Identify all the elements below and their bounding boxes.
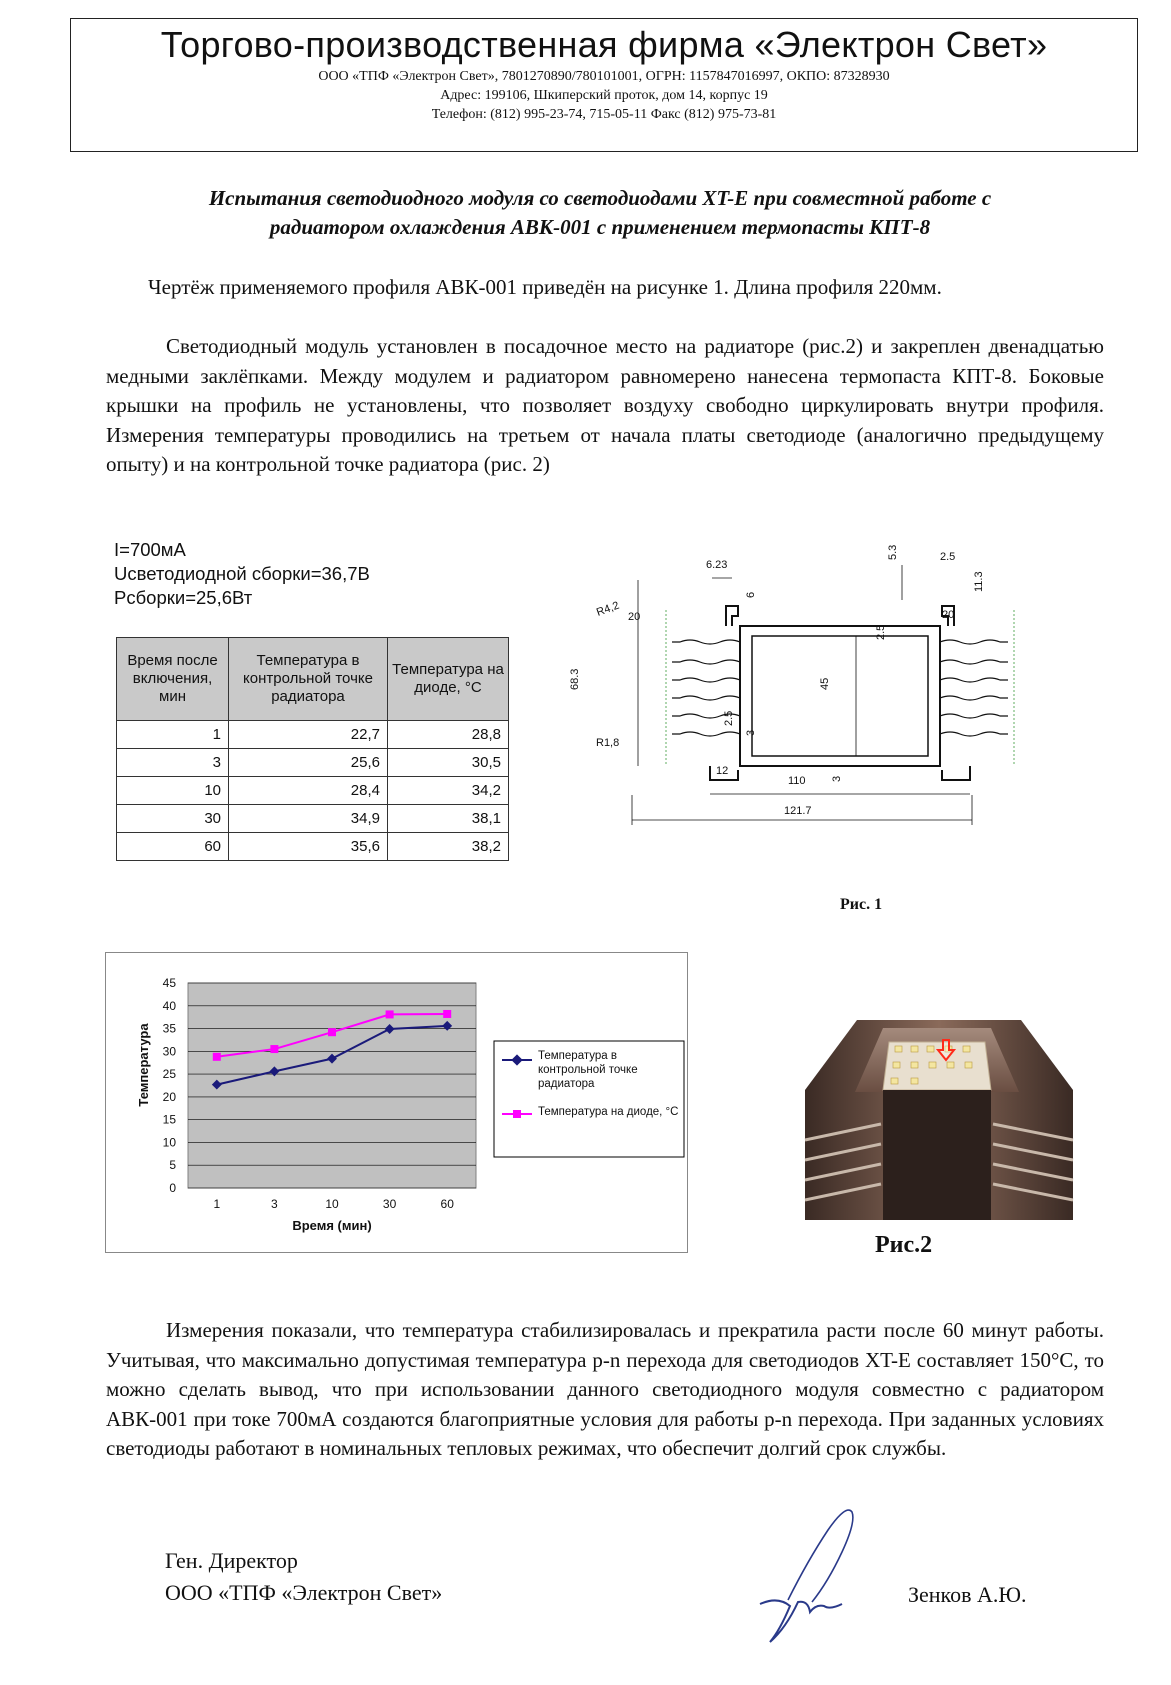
figure-1-caption: Рис. 1 xyxy=(840,896,883,913)
cell-radiator: 35,6 xyxy=(229,833,388,861)
signer-name: Зенков А.Ю. xyxy=(908,1582,1027,1607)
cell-diode: 30,5 xyxy=(388,749,509,777)
dim-label: R4,2 xyxy=(594,599,621,619)
right-fins xyxy=(940,640,1008,736)
dim-label: 11.3 xyxy=(973,571,985,592)
paragraph-1 xyxy=(106,273,1104,303)
legend-marker-diode xyxy=(513,1110,521,1118)
paragraph-3 xyxy=(106,1316,1104,1464)
paragraph-3-text: Измерения показали, что температура стабилизировалась и прекратила расти после 60 минут работы. Учитывая, что максимально допустимая температура p-n перехода для светодиодов XT-E составляет 150°С, то можно сделать вывод, что при использовании данного светодиодного модуля совместно с радиатором АВК-001 при токе 700мА создаются благоприятные условия для работы p-n перехода. При заданных условиях светодиоды работают в номинальных тепловых режимах, что обеспечит долгий срок службы. xyxy=(106,1318,1104,1460)
paragraph-2-text: Светодиодный модуль установлен в посадочное место на радиаторе (рис.2) и закреплен двенадцатью медными заклёпками. Между модулем и радиатором равномерено нанесена термопаста КПТ-8. Боковые крышки на профиль не установлены, что позволяет воздуху свободно циркулировать внутри профиля. Измерения температуры проводились на третьем от начала платы светодиоде (аналогично предыдущему опыту) и на контрольной точке радиатора (рис. 2) xyxy=(106,334,1104,476)
param-power: Pсборки=25,6Вт xyxy=(114,587,253,608)
dim-label: 2.5 xyxy=(875,624,887,640)
signer-title: Ген. Директор xyxy=(165,1548,298,1573)
param-current: I=700мА xyxy=(114,539,186,560)
company-phone: Телефон: (812) 995-23-74, 715-05-11 Факс (812) 975-73-81 xyxy=(431,107,777,122)
legend-label-diode: Температура на диоде, °C xyxy=(538,1106,679,1118)
profile-outer xyxy=(740,626,940,766)
y-tick-label: 35 xyxy=(162,1021,176,1036)
cell-radiator: 28,4 xyxy=(229,777,388,805)
header-radiator-temp: Температура в контрольной точке радиатора xyxy=(229,638,388,721)
dim-label: 5.3 xyxy=(887,544,899,560)
y-tick-labels xyxy=(163,976,177,1195)
chart-legend xyxy=(494,1041,684,1157)
dim-label: 2.5 xyxy=(940,551,956,563)
cell-radiator: 25,6 xyxy=(229,749,388,777)
cell-radiator: 22,7 xyxy=(229,721,388,749)
letterhead xyxy=(70,18,1138,152)
cell-diode: 34,2 xyxy=(388,777,509,805)
cell-time: 30 xyxy=(117,805,229,833)
company-title: Торгово-производственная фирма «Электрон Свет» xyxy=(160,24,1048,65)
handwritten-signature xyxy=(748,1500,888,1650)
cell-time: 60 xyxy=(117,833,229,861)
cell-diode: 38,2 xyxy=(388,833,509,861)
legend-label-radiator-wrap xyxy=(538,1049,682,1095)
test-parameters xyxy=(114,538,370,610)
param-voltage: Uсветодиодной сборки=36,7В xyxy=(114,563,370,584)
cell-radiator: 34,9 xyxy=(229,805,388,833)
x-tick-label: 60 xyxy=(440,1197,454,1211)
heading-line-1: Испытания светодиодного модуля со светодиодами XT-E при совместной работе с xyxy=(208,186,992,210)
company-address: Адрес: 199106, Шкиперский проток, дом 14, корпус 19 xyxy=(440,88,768,103)
dim-label: 6 xyxy=(745,591,757,598)
signer-organization: ООО «ТПФ «Электрон Свет» xyxy=(165,1580,443,1605)
figure-2-caption: Рис.2 xyxy=(875,1232,933,1258)
cell-diode: 38,1 xyxy=(388,805,509,833)
y-tick-label: 0 xyxy=(169,1181,176,1195)
y-tick-label: 40 xyxy=(162,998,176,1013)
y-tick-label: 10 xyxy=(162,1135,176,1150)
paragraph-1-text: Чертёж применяемого профиля АВК-001 приведён на рисунке 1. Длина профиля 220мм. xyxy=(148,275,942,299)
dim-label: 121.7 xyxy=(784,805,812,817)
data-point xyxy=(213,1053,221,1061)
left-hook xyxy=(726,606,738,626)
y-tick-label: 25 xyxy=(162,1067,176,1082)
table-row xyxy=(117,749,509,777)
x-tick-label: 1 xyxy=(213,1197,221,1211)
cell-diode: 28,8 xyxy=(388,721,509,749)
right-foot xyxy=(942,766,970,780)
data-point xyxy=(386,1010,394,1018)
table-row xyxy=(117,721,509,749)
cell-time: 3 xyxy=(117,749,229,777)
chart-canvas xyxy=(106,953,687,1252)
y-tick-label: 20 xyxy=(162,1089,176,1104)
dim-label: 12 xyxy=(716,765,729,777)
table-header-row xyxy=(117,638,509,721)
dim-label: R1,8 xyxy=(596,737,620,749)
header-diode-temp: Температура на диоде, °C xyxy=(388,638,509,721)
y-tick-label: 30 xyxy=(162,1044,176,1059)
dim-label: 20 xyxy=(942,609,955,621)
dim-label: 110 xyxy=(788,775,806,787)
profile-cavity xyxy=(883,1090,991,1220)
x-tick-label: 30 xyxy=(382,1197,397,1211)
x-tick-labels xyxy=(213,1197,454,1211)
cell-time: 1 xyxy=(117,721,229,749)
profile-drawing xyxy=(569,544,1072,880)
company-requisites: ООО «ТПФ «Электрон Свет», 7801270890/780101001, ОГРН: 1157847016997, ОКПО: 87328930 xyxy=(318,69,890,84)
data-point xyxy=(270,1045,278,1053)
temperature-chart xyxy=(105,952,688,1253)
table-row xyxy=(117,805,509,833)
heading-line-2: радиатором охлаждения АВК-001 с применением термопасты КПТ-8 xyxy=(269,215,931,239)
x-axis-label: Время (мин) xyxy=(292,1218,372,1233)
x-tick-label: 10 xyxy=(325,1197,339,1211)
dim-label: 3 xyxy=(831,775,843,782)
y-tick-label: 45 xyxy=(162,976,176,990)
x-tick-label: 3 xyxy=(271,1197,278,1211)
y-tick-label: 5 xyxy=(169,1158,176,1173)
module-photo xyxy=(795,1020,1078,1220)
dim-label: 3 xyxy=(745,729,757,736)
data-point xyxy=(328,1028,336,1036)
document-heading xyxy=(100,184,1100,242)
paragraph-2 xyxy=(106,332,1104,480)
measurement-table xyxy=(116,637,509,861)
y-tick-label: 15 xyxy=(162,1112,176,1127)
signature-block xyxy=(165,1545,442,1609)
dim-label: 6.23 xyxy=(706,559,728,571)
y-axis-label: Температура xyxy=(136,1023,151,1107)
dim-label: 20 xyxy=(628,611,641,623)
legend-label-radiator: Температура в контрольной точке радиатора xyxy=(538,1050,638,1090)
cell-time: 10 xyxy=(117,777,229,805)
header-time: Время после включения, мин xyxy=(117,638,229,721)
dim-label: 2.5 xyxy=(723,710,735,726)
dim-label: 45 xyxy=(819,677,831,690)
data-point xyxy=(443,1010,451,1018)
table-row xyxy=(117,777,509,805)
table-row xyxy=(117,833,509,861)
legend-label-diode-wrap xyxy=(538,1105,682,1139)
dim-label: 68.3 xyxy=(569,668,581,690)
